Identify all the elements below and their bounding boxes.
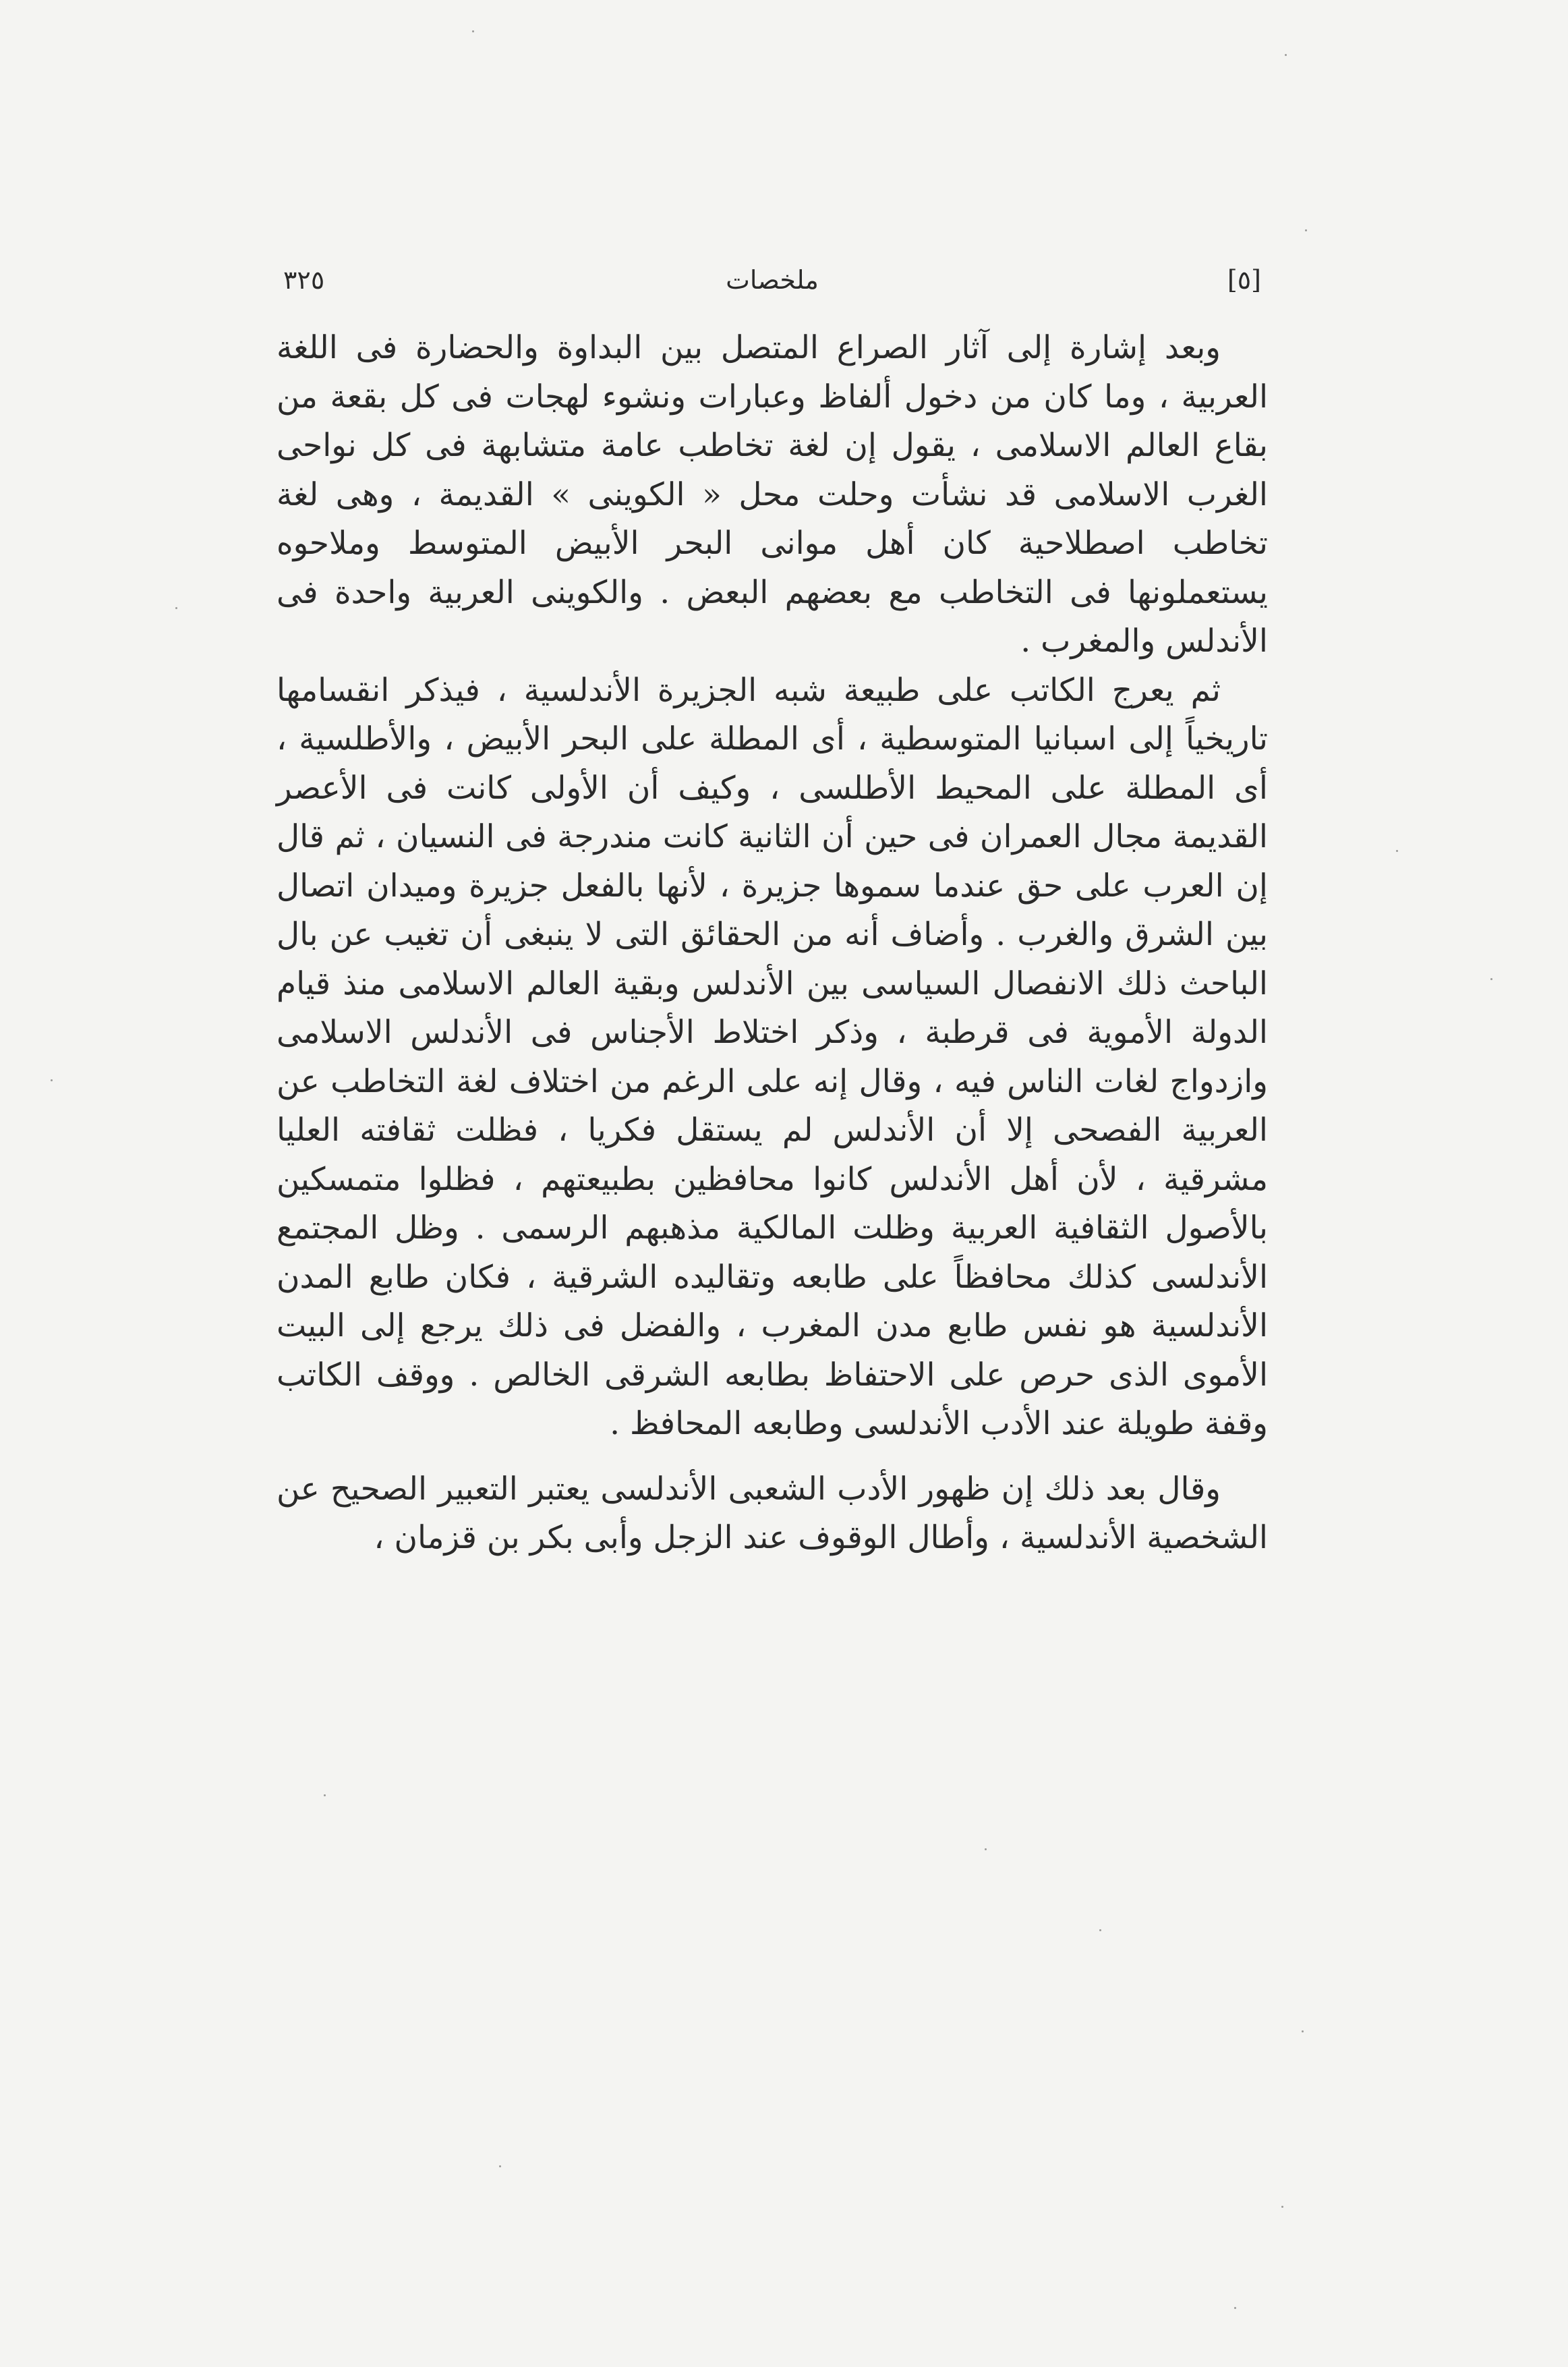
paragraph: وقال بعد ذلك إن ظهور الأدب الشعبى الأندلسى يعتبر التعبير الصحيح عن الشخصية الأندلسية ، وأطال الوقوف عند الزجل وأبى بكر بن قزمان ، (277, 1470, 1268, 1556)
section-mark: [٥] (1227, 265, 1261, 295)
body-text (277, 324, 1268, 1563)
page-number: ٣٢٥ (283, 265, 325, 295)
page-header (283, 260, 1261, 300)
paragraph: وبعد إشارة إلى آثار الصراع المتصل بين البداوة والحضارة فى اللغة العربية ، وما كان من دخول ألفاظ وعبارات ونشوء لهجات فى كل بقعة من بقاع العالم الاسلامى ، يقول إن لغة تخاطب عامة متشابهة فى كل نواحى الغرب الاسلامى قد نشأت وحلت محل « الكوينى » القديمة ، وهى لغة تخاطب اصطلاحية كان أهل موانى البحر الأبيض المتوسط وملاحوه يستعملونها فى التخاطب مع بعضهم البعض . والكوينى العربية واحدة فى الأندلس والمغرب . (277, 329, 1268, 660)
running-title: ملخصات (726, 265, 819, 295)
paragraph: ثم يعرج الكاتب على طبيعة شبه الجزيرة الأندلسية ، فيذكر انقسامها تاريخياً إلى اسبانيا المتوسطية ، أى المطلة على البحر الأبيض ، والأطلسية ، أى المطلة على المحيط الأطلسى ، وكيف أن الأولى كانت فى الأعصر القديمة مجال العمران فى حين أن الثانية كانت مندرجة فى النسيان ، ثم قال إن العرب على حق عندما سموها جزيرة ، لأنها بالفعل جزيرة وميدان اتصال بين الشرق والغرب . وأضاف أنه من الحقائق التى لا ينبغى أن تغيب عن بال الباحث ذلك الانفصال السياسى بين الأندلس وبقية العالم الاسلامى منذ قيام الدولة الأموية فى قرطبة ، وذكر اختلاط الأجناس فى الأندلس الاسلامى وازدواج لغات الناس فيه ، وقال إنه على الرغم من اختلاف لغة التخاطب عن العربية الفصحى إلا أن الأندلس لم يستقل فكريا ، فظلت ثقافته العليا مشرقية ، لأن أهل الأندلس كانوا محافظين بطبيعتهم ، فظلوا متمسكين بالأصول الثقافية العربية وظلت المالكية مذهبهم الرسمى . وظل المجتمع الأندلسى كذلك محافظاً على طابعه وتقاليده الشرقية ، فكان طابع المدن الأندلسية هو نفس طابع مدن المغرب ، والفضل فى ذلك يرجع إلى البيت الأموى الذى حرص على الاحتفاظ بطابعه الشرقى الخالص . ووقف الكاتب وقفة طويلة عند الأدب الأندلسى وطابعه المحافظ . (277, 671, 1268, 1442)
